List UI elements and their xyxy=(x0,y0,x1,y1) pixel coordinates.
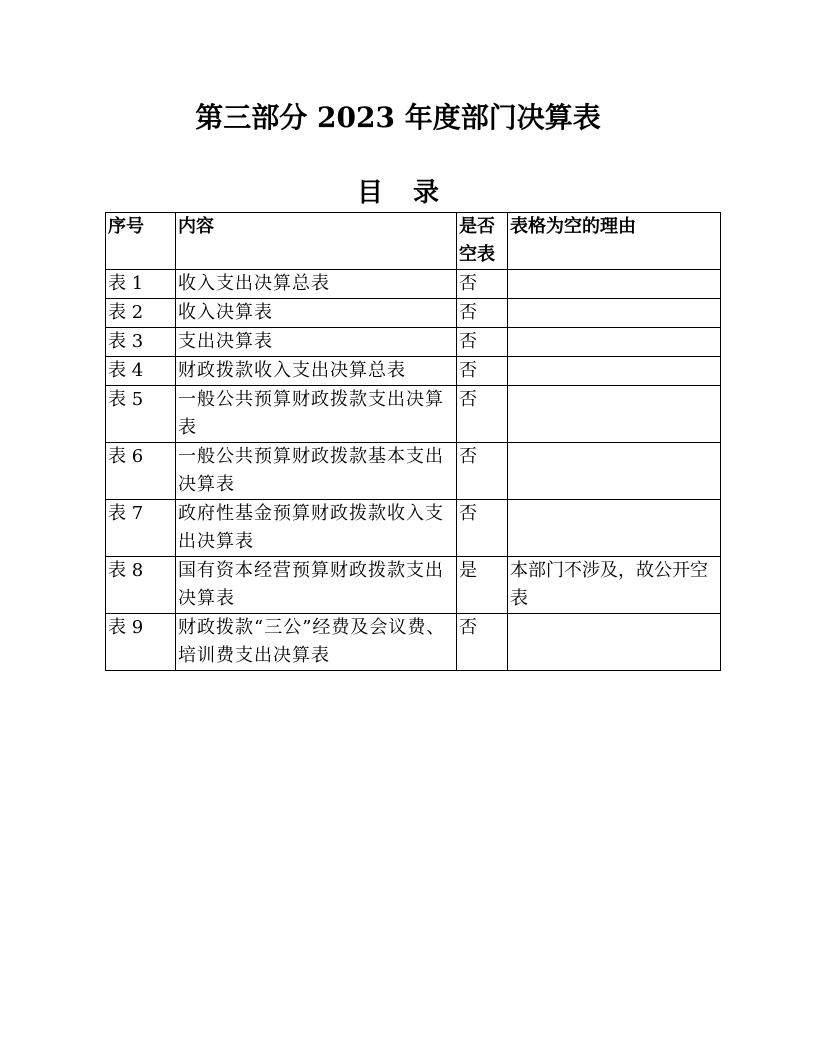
table-row xyxy=(106,614,721,671)
table-row xyxy=(106,357,721,386)
table-header-row xyxy=(106,213,721,270)
row-empty: 否 xyxy=(457,386,508,443)
row-reason xyxy=(508,270,721,299)
table-row xyxy=(106,270,721,299)
row-empty: 否 xyxy=(457,299,508,328)
row-reason xyxy=(508,386,721,443)
row-content: 财政拨款“三公”经费及会议费、培训费支出决算表 xyxy=(176,614,457,671)
row-empty: 否 xyxy=(457,614,508,671)
toc-table xyxy=(105,212,721,671)
row-index: 表 3 xyxy=(106,328,176,357)
page-title: 第三部分 2023 年度部门决算表 xyxy=(195,101,601,134)
row-empty: 否 xyxy=(457,443,508,500)
header-empty: 是否空表 xyxy=(457,213,508,270)
row-index: 表 6 xyxy=(106,443,176,500)
row-reason xyxy=(508,357,721,386)
table-row xyxy=(106,557,721,614)
table-row xyxy=(106,328,721,357)
table-row xyxy=(106,500,721,557)
row-index: 表 9 xyxy=(106,614,176,671)
row-reason: 本部门不涉及，故公开空表 xyxy=(508,557,721,614)
row-content: 支出决算表 xyxy=(176,328,457,357)
row-index: 表 5 xyxy=(106,386,176,443)
row-index: 表 4 xyxy=(106,357,176,386)
row-index: 表 8 xyxy=(106,557,176,614)
toc-title: 目录 xyxy=(356,178,469,208)
row-content: 国有资本经营预算财政拨款支出决算表 xyxy=(176,557,457,614)
row-content: 收入决算表 xyxy=(176,299,457,328)
row-empty: 否 xyxy=(457,328,508,357)
row-reason xyxy=(508,500,721,557)
row-empty: 是 xyxy=(457,557,508,614)
row-content: 一般公共预算财政拨款基本支出决算表 xyxy=(176,443,457,500)
row-index: 表 2 xyxy=(106,299,176,328)
header-index: 序号 xyxy=(106,213,176,270)
row-content: 财政拨款收入支出决算总表 xyxy=(176,357,457,386)
row-content: 政府性基金预算财政拨款收入支出决算表 xyxy=(176,500,457,557)
table-row xyxy=(106,386,721,443)
row-empty: 否 xyxy=(457,357,508,386)
table-row xyxy=(106,299,721,328)
row-index: 表 7 xyxy=(106,500,176,557)
row-content: 收入支出决算总表 xyxy=(176,270,457,299)
row-index: 表 1 xyxy=(106,270,176,299)
table-row xyxy=(106,443,721,500)
row-reason xyxy=(508,299,721,328)
header-content: 内容 xyxy=(176,213,457,270)
row-empty: 否 xyxy=(457,500,508,557)
row-reason xyxy=(508,328,721,357)
row-reason xyxy=(508,614,721,671)
header-reason: 表格为空的理由 xyxy=(508,213,721,270)
row-empty: 否 xyxy=(457,270,508,299)
row-content: 一般公共预算财政拨款支出决算表 xyxy=(176,386,457,443)
row-reason xyxy=(508,443,721,500)
